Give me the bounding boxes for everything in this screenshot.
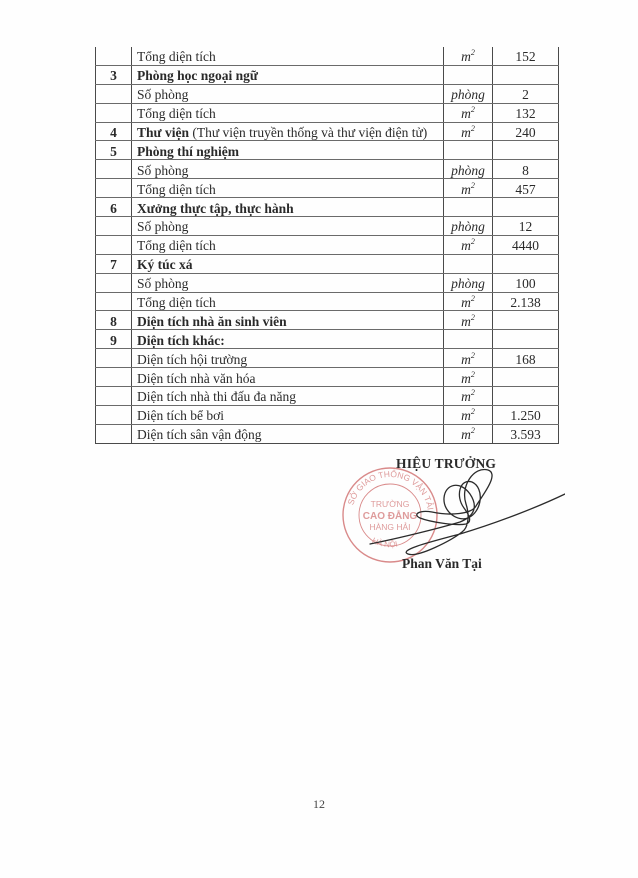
row-number-cell: [96, 424, 132, 443]
page-number: 12: [313, 797, 325, 811]
table-row: [96, 198, 559, 217]
row-number-cell: 7: [96, 254, 132, 273]
item-label: Diện tích sân vận động: [137, 427, 262, 443]
value-cell: [493, 198, 559, 217]
item-cell: [132, 254, 444, 273]
row-number-cell: [96, 387, 132, 406]
item-label: Ký túc xá: [137, 257, 193, 273]
row-number-cell: 3: [96, 65, 132, 84]
row-number-cell: [96, 368, 132, 387]
item-label: Diện tích khác:: [137, 332, 225, 348]
stamp-arc-text-bottom: HÀ NỘI: [370, 535, 399, 550]
item-cell: [132, 387, 444, 406]
unit-label: m: [461, 181, 471, 197]
unit-exponent: 2: [470, 426, 475, 436]
unit-cell: [444, 84, 493, 103]
unit-label: m: [461, 106, 471, 122]
stamp-line-2: CAO ĐẲNG: [362, 511, 418, 522]
value-cell: 8: [493, 160, 559, 179]
value-cell: 3.593: [493, 424, 559, 443]
item-cell: [132, 424, 444, 443]
signatory-title: HIỆU TRƯỞNG: [396, 456, 497, 471]
unit-label: phòng: [451, 162, 485, 178]
item-cell: [132, 160, 444, 179]
unit-cell: [444, 311, 493, 330]
unit-cell: [444, 405, 493, 424]
unit-cell: [444, 160, 493, 179]
row-number-cell: [96, 273, 132, 292]
unit-label: phòng: [451, 87, 485, 103]
item-cell: [132, 103, 444, 122]
unit-cell: [444, 368, 493, 387]
row-number-cell: [96, 179, 132, 198]
item-label: Tổng diện tích: [137, 238, 216, 254]
item-label: Tổng diện tích: [137, 106, 216, 122]
table-row: [96, 103, 559, 122]
unit-label: m: [461, 313, 471, 329]
unit-cell: [444, 387, 493, 406]
unit-cell: [444, 217, 493, 236]
unit-cell: [444, 47, 493, 65]
row-number-cell: 6: [96, 198, 132, 217]
item-label: Thư viện: [137, 124, 189, 140]
item-cell: [132, 198, 444, 217]
item-cell: [132, 273, 444, 292]
row-number-cell: [96, 217, 132, 236]
item-label: Phòng học ngoại ngữ: [137, 68, 259, 84]
item-cell: [132, 65, 444, 84]
item-label: Tổng diện tích: [137, 49, 216, 65]
unit-label: m: [461, 408, 471, 424]
facilities-table-body: [96, 47, 559, 443]
value-cell: 100: [493, 273, 559, 292]
stamp-line-3: HÀNG HẢI: [369, 522, 411, 532]
unit-cell: [444, 65, 493, 84]
value-cell: 1.250: [493, 405, 559, 424]
item-label: Xưởng thực tập, thực hành: [137, 200, 294, 216]
item-label-note: (Thư viện truyền thống và thư viện điện tử): [189, 124, 428, 140]
table-row: [96, 368, 559, 387]
value-cell: [493, 311, 559, 330]
item-cell: [132, 47, 444, 65]
item-label: Diện tích nhà thi đấu đa năng: [137, 389, 296, 405]
table-row: [96, 65, 559, 84]
unit-exponent: 2: [470, 407, 475, 417]
value-cell: 168: [493, 349, 559, 368]
unit-cell: [444, 292, 493, 311]
row-number-cell: 8: [96, 311, 132, 330]
table-row: [96, 84, 559, 103]
stamp-arc-text-top: SỞ GIAO THÔNG VẬN TẢI: [345, 468, 436, 511]
unit-cell: [444, 273, 493, 292]
value-cell: [493, 254, 559, 273]
unit-exponent: 2: [470, 105, 475, 115]
row-number-cell: [96, 405, 132, 424]
unit-exponent: 2: [470, 48, 475, 58]
item-label: Số phòng: [137, 276, 189, 292]
item-label: Diện tích bể bơi: [137, 408, 224, 424]
unit-label: m: [461, 124, 471, 140]
row-number-cell: [96, 84, 132, 103]
unit-exponent: 2: [470, 293, 475, 303]
unit-label: m: [461, 238, 471, 254]
item-label: Số phòng: [137, 87, 189, 103]
table-row: [96, 273, 559, 292]
table-row: [96, 254, 559, 273]
table-row: [96, 235, 559, 254]
row-number-cell: 4: [96, 122, 132, 141]
value-cell: 240: [493, 122, 559, 141]
unit-label: m: [461, 370, 471, 386]
row-number-cell: [96, 349, 132, 368]
table-row: [96, 405, 559, 424]
table-row: [96, 47, 559, 65]
table-row: [96, 160, 559, 179]
unit-label: m: [461, 351, 471, 367]
unit-exponent: 2: [470, 350, 475, 360]
signatory-name: Phan Văn Tại: [402, 556, 482, 571]
item-cell: [132, 292, 444, 311]
unit-cell: [444, 122, 493, 141]
unit-label: m: [461, 427, 471, 443]
item-label: Tổng diện tích: [137, 294, 216, 310]
table-row: [96, 122, 559, 141]
row-number-cell: [96, 103, 132, 122]
value-cell: [493, 368, 559, 387]
unit-label: phòng: [451, 219, 485, 235]
item-cell: [132, 330, 444, 349]
row-number-cell: [96, 235, 132, 254]
item-cell: [132, 349, 444, 368]
value-cell: [493, 141, 559, 160]
table-row: [96, 330, 559, 349]
value-cell: 12: [493, 217, 559, 236]
item-label: Tổng diện tích: [137, 181, 216, 197]
item-cell: [132, 405, 444, 424]
item-label: Diện tích hội trường: [137, 351, 248, 367]
unit-label: m: [461, 49, 471, 65]
unit-exponent: 2: [470, 388, 475, 398]
row-number-cell: 5: [96, 141, 132, 160]
value-cell: 457: [493, 179, 559, 198]
item-cell: [132, 217, 444, 236]
item-cell: [132, 368, 444, 387]
stamp-line-1: TRƯỜNG: [370, 499, 410, 509]
unit-exponent: 2: [470, 123, 475, 133]
unit-cell: [444, 141, 493, 160]
unit-exponent: 2: [470, 312, 475, 322]
table-row: [96, 311, 559, 330]
item-cell: [132, 122, 444, 141]
value-cell: 4440: [493, 235, 559, 254]
value-cell: 2.138: [493, 292, 559, 311]
table-row: [96, 387, 559, 406]
handwritten-signature: [360, 466, 565, 561]
unit-label: m: [461, 294, 471, 310]
unit-cell: [444, 235, 493, 254]
unit-cell: [444, 330, 493, 349]
value-cell: [493, 387, 559, 406]
table-row: [96, 292, 559, 311]
table-row: [96, 179, 559, 198]
unit-exponent: 2: [470, 369, 475, 379]
item-label: Diện tích nhà ăn sinh viên: [137, 313, 287, 329]
table-row: [96, 349, 559, 368]
unit-label: phòng: [451, 276, 485, 292]
value-cell: 152: [493, 47, 559, 65]
item-label: Diện tích nhà văn hóa: [137, 370, 256, 386]
unit-cell: [444, 424, 493, 443]
unit-cell: [444, 254, 493, 273]
table-row: [96, 424, 559, 443]
row-number-cell: 9: [96, 330, 132, 349]
unit-exponent: 2: [470, 180, 475, 190]
item-cell: [132, 235, 444, 254]
unit-cell: [444, 349, 493, 368]
unit-cell: [444, 198, 493, 217]
item-cell: [132, 179, 444, 198]
table-row: [96, 141, 559, 160]
row-number-cell: [96, 292, 132, 311]
signature-block: [330, 448, 570, 588]
row-number-cell: [96, 47, 132, 65]
item-label: Phòng thí nghiệm: [137, 143, 240, 159]
item-label: Số phòng: [137, 219, 189, 235]
item-cell: [132, 311, 444, 330]
value-cell: [493, 330, 559, 349]
value-cell: [493, 65, 559, 84]
value-cell: 132: [493, 103, 559, 122]
unit-cell: [444, 103, 493, 122]
facilities-table: [95, 47, 559, 444]
table-row: [96, 217, 559, 236]
item-cell: [132, 141, 444, 160]
unit-label: m: [461, 389, 471, 405]
item-cell: [132, 84, 444, 103]
row-number-cell: [96, 160, 132, 179]
item-label: Số phòng: [137, 162, 189, 178]
unit-exponent: 2: [470, 237, 475, 247]
unit-cell: [444, 179, 493, 198]
value-cell: 2: [493, 84, 559, 103]
signature-stroke: [370, 469, 565, 554]
